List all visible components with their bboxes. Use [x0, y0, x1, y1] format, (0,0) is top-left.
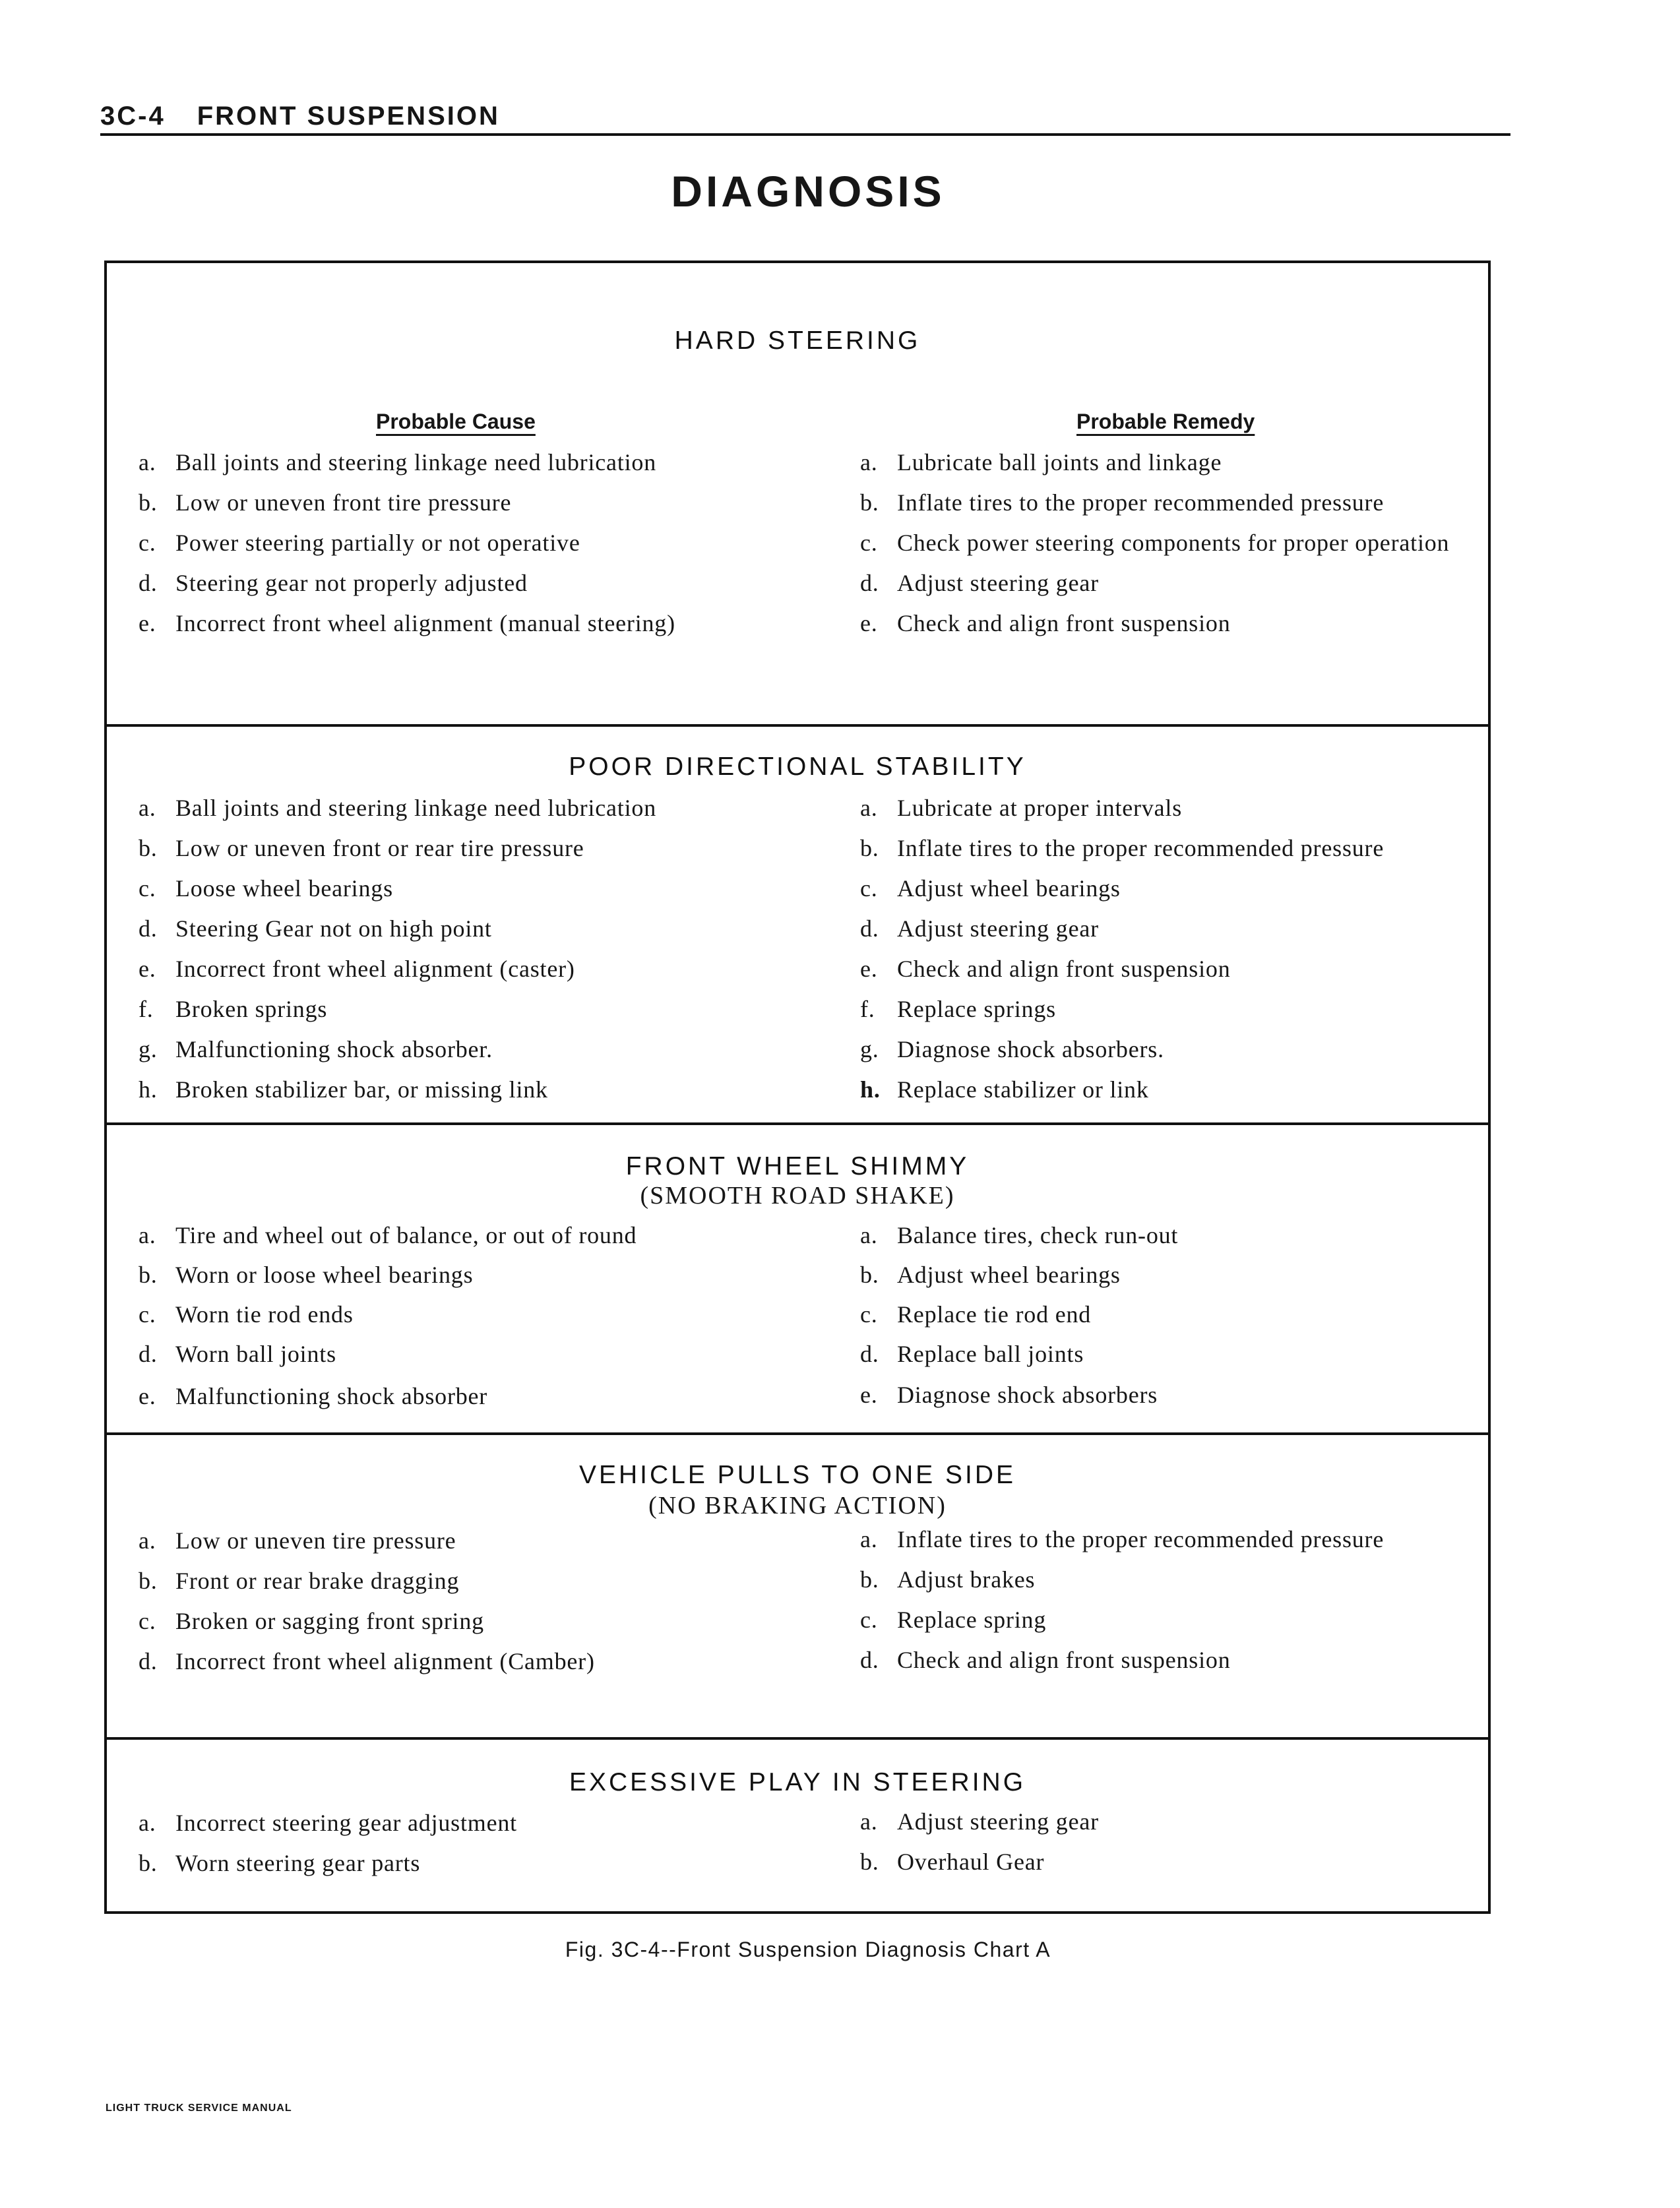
- row-letter: d.: [139, 1648, 158, 1674]
- row-text: Check and align front suspension: [897, 956, 1231, 982]
- row-text: Adjust wheel bearings: [897, 875, 1121, 902]
- row-text: Ball joints and steering linkage need lubrication: [175, 449, 657, 475]
- remedy-row: [860, 914, 1099, 943]
- remedy-row: [860, 1807, 1099, 1836]
- row-text: Incorrect steering gear adjustment: [175, 1810, 517, 1836]
- row-text: Lubricate at proper intervals: [897, 795, 1183, 821]
- row-text: Check and align front suspension: [897, 610, 1231, 636]
- remedy-row: [860, 1035, 1164, 1064]
- row-letter: b.: [860, 1566, 879, 1593]
- row-letter: a.: [860, 1222, 878, 1248]
- row-text: Low or uneven front or rear tire pressure: [175, 835, 584, 861]
- row-letter: b.: [139, 489, 158, 516]
- cause-row: [139, 488, 511, 517]
- row-letter: e.: [139, 610, 156, 636]
- row-text: Diagnose shock absorbers: [897, 1382, 1158, 1408]
- cause-row: [139, 834, 584, 863]
- remedy-row: [860, 793, 1182, 822]
- row-letter: b.: [139, 835, 158, 861]
- section-subtitle: (SMOOTH ROAD SHAKE): [640, 1182, 955, 1210]
- row-letter: b.: [139, 1850, 158, 1876]
- section-title-front-wheel-shimmy: FRONT WHEEL SHIMMY: [625, 1152, 970, 1181]
- row-letter: e.: [860, 610, 878, 636]
- row-text: Power steering partially or not operative: [175, 530, 580, 556]
- row-text: Incorrect front wheel alignment (caster): [175, 956, 575, 982]
- remedy-row: [860, 568, 1099, 598]
- row-text: Adjust wheel bearings: [897, 1262, 1121, 1288]
- row-text: Lubricate ball joints and linkage: [897, 449, 1222, 475]
- cause-row: [139, 1300, 354, 1329]
- row-letter: c.: [860, 1607, 878, 1633]
- row-text: Adjust steering gear: [897, 1808, 1099, 1835]
- row-text: Worn tie rod ends: [175, 1301, 354, 1328]
- cause-row: [139, 568, 528, 598]
- row-letter: g.: [860, 1036, 879, 1062]
- row-letter: h.: [860, 1076, 881, 1103]
- section-divider: [107, 724, 1488, 727]
- row-letter: c.: [139, 875, 156, 902]
- diagnosis-chart: [104, 261, 1491, 1914]
- row-letter: a.: [860, 795, 878, 821]
- row-text: Malfunctioning shock absorber: [175, 1383, 488, 1409]
- row-letter: e.: [860, 956, 878, 982]
- cause-row: [139, 995, 327, 1024]
- cause-row: [139, 1075, 548, 1104]
- row-text: Replace ball joints: [897, 1341, 1084, 1367]
- row-text: Check and align front suspension: [897, 1647, 1231, 1673]
- cause-row: [139, 448, 656, 477]
- row-text: Overhaul Gear: [897, 1849, 1045, 1875]
- cause-row: [139, 1382, 487, 1411]
- cause-row: [139, 1607, 484, 1636]
- section-title: FRONT SUSPENSION: [197, 102, 500, 131]
- row-text: Replace springs: [897, 996, 1056, 1022]
- row-text: Tire and wheel out of balance, or out of round: [175, 1222, 637, 1248]
- row-letter: d.: [139, 915, 158, 942]
- row-text: Malfunctioning shock absorber.: [175, 1036, 493, 1062]
- row-letter: d.: [860, 1341, 879, 1367]
- section-title-excessive-play: EXCESSIVE PLAY IN STEERING: [569, 1768, 1026, 1796]
- cause-row: [139, 1526, 456, 1555]
- row-text: Diagnose shock absorbers.: [897, 1036, 1164, 1062]
- row-letter: c.: [139, 1301, 156, 1328]
- cause-row: [139, 609, 675, 638]
- row-letter: a.: [139, 1222, 156, 1248]
- row-letter: a.: [139, 1810, 156, 1836]
- remedy-row: [860, 488, 1384, 517]
- row-text: Loose wheel bearings: [175, 875, 393, 902]
- row-text: Worn ball joints: [175, 1341, 336, 1367]
- row-text: Replace spring: [897, 1607, 1047, 1633]
- row-text: Steering gear not properly adjusted: [175, 570, 528, 596]
- remedy-row: [860, 528, 1449, 557]
- row-letter: f.: [139, 996, 154, 1022]
- row-letter: b.: [860, 1849, 879, 1875]
- remedy-row: [860, 1645, 1231, 1674]
- row-text: Broken or sagging front spring: [175, 1608, 484, 1634]
- row-letter: c.: [139, 1608, 156, 1634]
- row-text: Incorrect front wheel alignment (Camber): [175, 1648, 595, 1674]
- remedy-row: [860, 1075, 1149, 1104]
- remedy-row: [860, 1847, 1044, 1876]
- section-number: 3C-4: [100, 102, 166, 131]
- remedy-row: [860, 1565, 1035, 1594]
- row-letter: d.: [139, 1341, 158, 1367]
- row-letter: d.: [860, 570, 879, 596]
- row-text: Low or uneven tire pressure: [175, 1527, 456, 1554]
- section-divider: [107, 1122, 1488, 1125]
- row-letter: a.: [860, 1808, 878, 1835]
- row-text: Worn or loose wheel bearings: [175, 1262, 474, 1288]
- row-text: Inflate tires to the proper recommended pressure: [897, 835, 1384, 861]
- section-divider: [107, 1432, 1488, 1435]
- figure-caption: Fig. 3C-4--Front Suspension Diagnosis Chart A: [565, 1938, 1051, 1961]
- cause-row: [139, 793, 656, 822]
- section-divider: [107, 1737, 1488, 1740]
- row-letter: f.: [860, 996, 875, 1022]
- remedy-row: [860, 1260, 1121, 1289]
- row-text: Replace tie rod end: [897, 1301, 1092, 1328]
- row-text: Replace stabilizer or link: [897, 1076, 1149, 1103]
- section-title-poor-directional-stability: POOR DIRECTIONAL STABILITY: [569, 752, 1026, 781]
- column-header-remedy: Probable Remedy: [1076, 410, 1255, 433]
- row-text: Inflate tires to the proper recommended pressure: [897, 1526, 1384, 1552]
- cause-row: [139, 1035, 493, 1064]
- page-footer: LIGHT TRUCK SERVICE MANUAL: [106, 2102, 292, 2114]
- remedy-row: [860, 1339, 1084, 1368]
- cause-row: [139, 1566, 459, 1595]
- row-letter: c.: [139, 530, 156, 556]
- section-title-hard-steering: HARD STEERING: [674, 326, 921, 355]
- row-text: Adjust steering gear: [897, 915, 1099, 942]
- row-text: Low or uneven front tire pressure: [175, 489, 512, 516]
- row-text: Front or rear brake dragging: [175, 1568, 460, 1594]
- column-header-cause: Probable Cause: [376, 410, 536, 433]
- remedy-row: [860, 1525, 1384, 1554]
- section-subtitle: (NO BRAKING ACTION): [648, 1492, 947, 1519]
- remedy-row: [860, 1300, 1091, 1329]
- row-text: Incorrect front wheel alignment (manual steering): [175, 610, 675, 636]
- row-letter: c.: [860, 875, 878, 902]
- row-letter: d.: [139, 570, 158, 596]
- remedy-row: [860, 834, 1384, 863]
- row-letter: a.: [139, 449, 156, 475]
- row-letter: e.: [139, 1383, 156, 1409]
- cause-row: [139, 1647, 595, 1676]
- remedy-row: [860, 1221, 1178, 1250]
- row-text: Broken stabilizer bar, or missing link: [175, 1076, 548, 1103]
- remedy-row: [860, 995, 1056, 1024]
- remedy-row: [860, 954, 1231, 983]
- row-letter: d.: [860, 915, 879, 942]
- row-letter: a.: [139, 795, 156, 821]
- cause-row: [139, 874, 393, 903]
- row-letter: b.: [860, 835, 879, 861]
- remedy-row: [860, 609, 1231, 638]
- row-text: Check power steering components for proper operation: [897, 530, 1450, 556]
- row-text: Broken springs: [175, 996, 328, 1022]
- row-letter: a.: [860, 449, 878, 475]
- cause-row: [139, 1260, 473, 1289]
- row-letter: a.: [139, 1527, 156, 1554]
- row-letter: g.: [139, 1036, 158, 1062]
- row-letter: b.: [139, 1568, 158, 1594]
- row-text: Worn steering gear parts: [175, 1850, 421, 1876]
- row-letter: d.: [860, 1647, 879, 1673]
- remedy-row: [860, 448, 1222, 477]
- row-letter: b.: [139, 1262, 158, 1288]
- row-text: Steering Gear not on high point: [175, 915, 492, 942]
- remedy-row: [860, 1380, 1158, 1409]
- section-title-vehicle-pulls: VEHICLE PULLS TO ONE SIDE: [578, 1461, 1016, 1489]
- cause-row: [139, 954, 575, 983]
- row-text: Adjust brakes: [897, 1566, 1036, 1593]
- row-text: Ball joints and steering linkage need lubrication: [175, 795, 657, 821]
- cause-row: [139, 528, 580, 557]
- row-letter: h.: [139, 1076, 158, 1103]
- cause-row: [139, 1808, 517, 1837]
- cause-row: [139, 1221, 637, 1250]
- cause-row: [139, 1339, 336, 1368]
- page-header: [100, 99, 1510, 136]
- row-letter: a.: [860, 1526, 878, 1552]
- cause-row: [139, 914, 492, 943]
- page-title: DIAGNOSIS: [671, 167, 945, 216]
- row-letter: c.: [860, 530, 878, 556]
- row-text: Inflate tires to the proper recommended pressure: [897, 489, 1384, 516]
- remedy-row: [860, 874, 1121, 903]
- row-letter: b.: [860, 489, 879, 516]
- remedy-row: [860, 1605, 1046, 1634]
- row-letter: c.: [860, 1301, 878, 1328]
- row-text: Balance tires, check run-out: [897, 1222, 1179, 1248]
- row-letter: e.: [860, 1382, 878, 1408]
- cause-row: [139, 1849, 420, 1878]
- row-letter: b.: [860, 1262, 879, 1288]
- row-text: Adjust steering gear: [897, 570, 1099, 596]
- row-letter: e.: [139, 956, 156, 982]
